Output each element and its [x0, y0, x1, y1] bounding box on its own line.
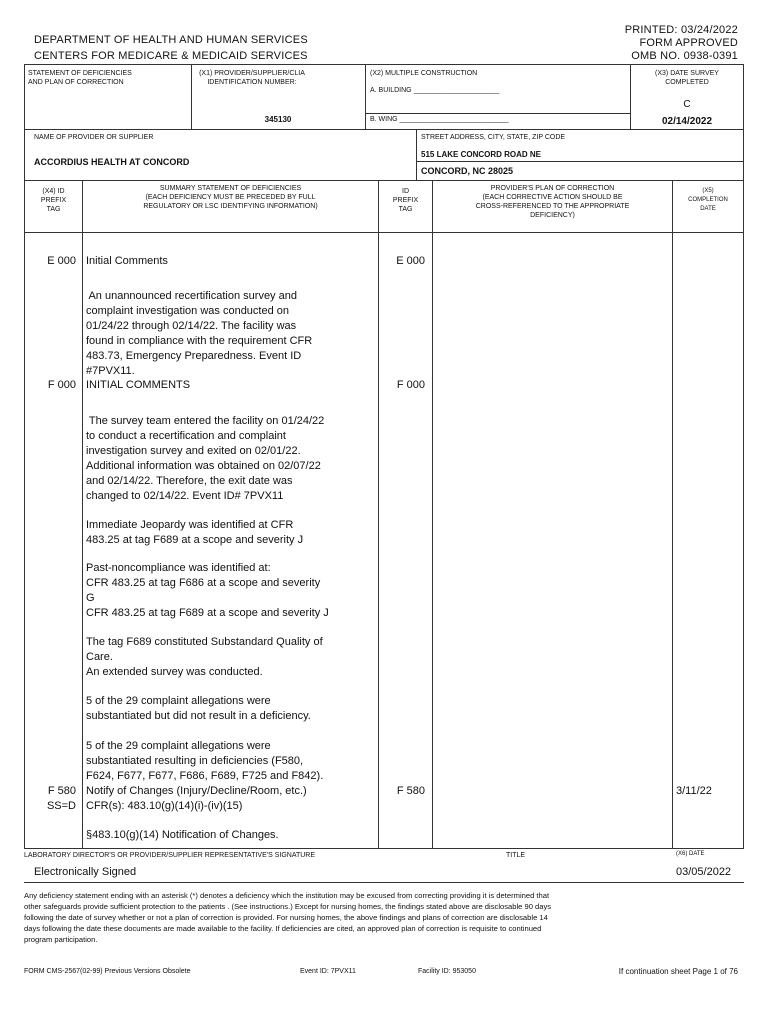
department-title: DEPARTMENT OF HEALTH AND HUMAN SERVICES	[34, 34, 308, 46]
date-label: (X6) DATE	[676, 851, 705, 857]
f000-paragraph-6: 5 of the 29 complaint allegations were substantiated resulting in deficiencies (F580, F624, F677, F677, F686, F689, F725 and F842).	[86, 740, 324, 782]
page-indicator: If continuation sheet Page 1 of 76	[618, 967, 738, 976]
title-label: TITLE	[506, 852, 526, 859]
body-rule	[24, 232, 744, 233]
f000-paragraph-2: Immediate Jeopardy was identified at CFR 483.25 at tag F689 at a scope and severity J	[86, 519, 304, 546]
f000-right-tag: F 000	[396, 379, 425, 391]
f580-section: §483.10(g)(14) Notification of Changes.	[86, 829, 279, 841]
f580-right-tag: F 580	[396, 785, 425, 797]
address-mid-rule	[416, 161, 744, 162]
signature-value: Electronically Signed	[34, 866, 137, 878]
signature-label: LABORATORY DIRECTOR'S OR PROVIDER/SUPPLIER REPRESENTATIVE'S SIGNATURE	[24, 852, 316, 859]
right-border	[743, 64, 744, 848]
event-id: Event ID: 7PVX11	[300, 968, 356, 975]
col-divider-2	[378, 180, 379, 848]
agency-title: CENTERS FOR MEDICARE & MEDICAID SERVICES	[34, 50, 308, 62]
printed-date: PRINTED: 03/24/2022	[624, 24, 738, 36]
f000-title: INITIAL COMMENTS	[86, 379, 191, 391]
statement-label: STATEMENT OF DEFICIENCIES AND PLAN OF CORRECTION	[28, 70, 132, 86]
e000-paragraph: An unannounced recertification survey and complaint investigation was conducted on 01/24/22 through 02/14/22. The facility was found in compliance with the requirement CFR 483.73, Emergency Preparedness. Event ID #7PVX11.	[86, 290, 313, 377]
f580-completion-date: 3/11/22	[676, 785, 712, 797]
address-city: CONCORD, NC 28025	[421, 166, 514, 176]
provider-name: ACCORDIUS HEALTH AT CONCORD	[34, 157, 190, 167]
col-divider-3	[432, 180, 433, 848]
provider-label: NAME OF PROVIDER OR SUPPLIER	[34, 134, 154, 141]
x2-divider	[365, 64, 366, 129]
left-border	[24, 64, 25, 848]
footnote: Any deficiency statement ending with an asterisk (*) denotes a deficiency which the institution may be excused from correcting providing it is determined that other safeguards provide sufficient protection to the patients . (See instructions.) Except for nursing homes, the findings stated above are disclosable 90 days following the date of survey whether or not a plan of correction is provided. For nursing homes, the above findings and plans of correction are disclosable 14 days following the date these documents are made available to the facility. If deficiencies are cited, an approved plan of correction is requisite to continued program participation.	[24, 891, 552, 944]
provider-rule	[24, 129, 744, 130]
f580-title: Notify of Changes (Injury/Decline/Room, etc.) CFR(s): 483.10(g)(14)(i)-(iv)(15)	[86, 785, 307, 812]
form-number: FORM CMS-2567(02-99) Previous Versions Obsolete	[24, 968, 191, 975]
x4-header: (X4) ID PREFIX TAG	[40, 188, 67, 213]
footnote-rule	[24, 882, 744, 883]
id-header: ID PREFIX TAG	[392, 188, 419, 213]
e000-tag: E 000	[47, 255, 76, 267]
x3-label: (X3) DATE SURVEY COMPLETED	[655, 70, 719, 86]
provider-id-value: 345130	[264, 115, 292, 124]
e000-right-tag: E 000	[396, 255, 425, 267]
e000-title: Initial Comments	[86, 255, 168, 267]
address-street: 515 LAKE CONCORD ROAD NE	[421, 150, 542, 159]
x1-label: (X1) PROVIDER/SUPPLIER/CLIA IDENTIFICATION NUMBER:	[199, 70, 305, 86]
x5-header: (X5) COMPLETION DATE	[688, 188, 728, 212]
f000-paragraph-4: The tag F689 constituted Substandard Quality of Care. An extended survey was conducted.	[86, 636, 323, 678]
signature-rule	[24, 848, 744, 849]
col-divider-4	[672, 180, 673, 848]
plan-header: PROVIDER'S PLAN OF CORRECTION (EACH CORRECTIVE ACTION SHOULD BE CROSS-REFERENCED TO THE APPROPRIATE DEFICIENCY)	[475, 185, 630, 219]
form-approved: FORM APPROVED	[639, 37, 738, 49]
x2-label: (X2) MULTIPLE CONSTRUCTION	[370, 70, 478, 77]
building-field: A. BUILDING ______________________	[370, 87, 500, 94]
f580-scope-severity: SS=D	[46, 800, 76, 812]
top-rule	[24, 64, 744, 65]
f000-tag: F 000	[47, 379, 76, 391]
address-divider	[416, 129, 417, 180]
f000-paragraph-5: 5 of the 29 complaint allegations were substantiated but did not result in a deficiency.	[86, 695, 311, 722]
wing-rule	[365, 113, 630, 114]
f580-tag: F 580	[47, 785, 76, 797]
signature-date: 03/05/2022	[676, 866, 732, 878]
address-label: STREET ADDRESS, CITY, STATE, ZIP CODE	[421, 134, 566, 141]
wing-field: B. WING ____________________________	[370, 116, 509, 123]
summary-header: SUMMARY STATEMENT OF DEFICIENCIES (EACH DEFICIENCY MUST BE PRECEDED BY FULL REGULATORY OR LSC IDENTIFYING INFORMATION)	[143, 185, 318, 210]
f000-paragraph-3: Past-noncompliance was identified at: CFR 483.25 at tag F686 at a scope and severity G CFR 483.25 at tag F689 at a scope and severity J	[86, 562, 329, 619]
survey-code: C	[683, 99, 691, 110]
survey-completed-date: 02/14/2022	[661, 116, 713, 127]
col-divider-1	[82, 180, 83, 848]
f000-paragraph-1: The survey team entered the facility on 01/24/22 to conduct a recertification and complaint investigation survey and exited on 02/01/22. Additional information was obtained on 02/07/22 and 02/14/22. Therefore, the exit date was changed to 02/14/22. Event ID# 7PVX11	[86, 415, 325, 502]
facility-id: Facility ID: 953050	[418, 968, 476, 975]
omb-number: OMB NO. 0938-0391	[631, 50, 738, 62]
columns-header-rule	[24, 180, 744, 181]
